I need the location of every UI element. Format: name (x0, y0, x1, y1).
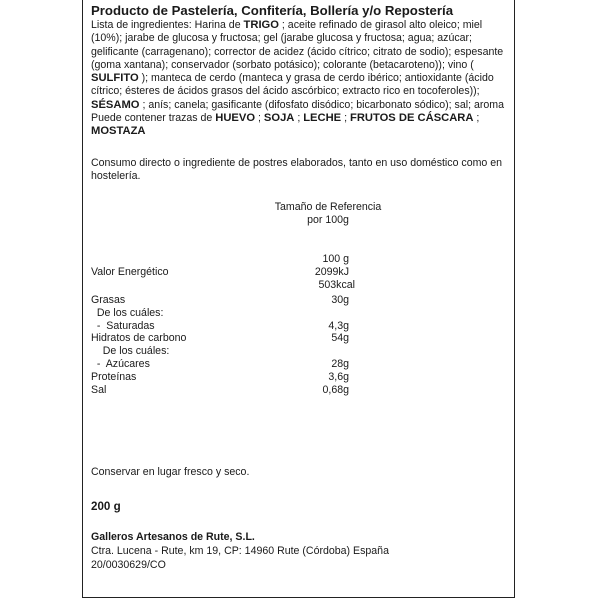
nutrition-row-label: Grasas (91, 294, 126, 306)
allergen-text: TRIGO (243, 19, 279, 31)
nutrition-column-header: 100 g (322, 253, 349, 265)
reference-line-1: Tamaño de Referencia (274, 201, 382, 213)
ingredient-text: ); manteca de cerdo (manteca y grasa de cerdo ibérico; antioxidante (ácido cítrico; ésteres de ácidos grasos del ácido ascórbico; extracto rico en tocoferoles)); (91, 72, 494, 98)
energy-kcal: 503kcal (318, 279, 355, 291)
nutrition-row-value: 4,3g (328, 319, 349, 332)
ingredient-text: Lista de ingredientes: Harina de (91, 19, 244, 31)
nutrition-row-label: De los cuáles: (91, 345, 170, 358)
net-weight: 200 g (91, 500, 121, 513)
nutrition-row-label: - Azúcares (91, 358, 150, 370)
storage-text: Conservar en lugar fresco y seco. (91, 466, 250, 478)
company-name: Galleros Artesanos de Rute, S.L. (91, 531, 255, 543)
nutrition-row-label: Hidratos de carbono (91, 332, 187, 345)
ingredient-text: ; (473, 112, 480, 125)
company-address: Ctra. Lucena - Rute, km 19, CP: 14960 Rute (Córdoba) España (91, 545, 389, 557)
nutrition-row-label: - Saturadas (91, 319, 155, 332)
allergen-text: MOSTAZA (91, 125, 146, 138)
company-registry: 20/0030629/CO (91, 559, 166, 571)
reference-line-2: por 100g (307, 214, 349, 226)
nutrition-row-label: Sal (91, 383, 107, 396)
allergen-text: SOJA (263, 112, 295, 125)
reference-size (267, 201, 389, 227)
nutrition-row-value: 30g (331, 294, 349, 306)
nutrition-row-value: 28g (331, 358, 349, 370)
allergen-text: FRUTOS DE CÁSCARA (349, 112, 474, 125)
energy-kj: 2099kJ (314, 266, 349, 278)
ingredient-text: ; anís; canela; gasificante (difosfato disódico; bicarbonato sódico); sal; aroma Puede contener trazas de (91, 98, 505, 125)
nutrition-row-label: De los cuáles: (91, 306, 164, 319)
product-title: Producto de Pastelería, Confitería, Bollería y/o Repostería (91, 3, 454, 18)
nutrition-row-value: 54g (331, 332, 349, 345)
energy-label: Valor Energético (91, 266, 169, 278)
ingredient-text: ; (255, 112, 264, 125)
ingredient-text: ; (341, 112, 350, 125)
allergen-text: SÉSAMO (91, 98, 140, 111)
allergen-text: SULFITO (91, 72, 139, 85)
ingredient-text: ; aceite refinado de girasol alto oleico; miel (10%); jarabe de glucosa y fructosa; gel (jarabe glucosa y fructosa; agua; azúcar; gelificante (carragenano); corrector de acidez (ácido cítrico; citrato de sodio); espesante (goma xantana); conservador (sorbato potásico); colorante (betacaroteno)); vino ( (91, 19, 504, 71)
nutrition-row-label: Proteínas (91, 370, 137, 383)
allergen-text: LECHE (303, 112, 342, 125)
nutrition-row-value: 0,68g (322, 383, 349, 396)
nutrition-row-value: 3,6g (328, 370, 349, 383)
ingredients-list (91, 19, 509, 139)
ingredient-text: ; (294, 112, 304, 125)
allergen-text: HUEVO (215, 112, 256, 125)
company-info (91, 530, 509, 572)
usage-text: Consumo directo o ingrediente de postres elaborados, tanto en uso doméstico como en hostelería. (91, 157, 503, 183)
